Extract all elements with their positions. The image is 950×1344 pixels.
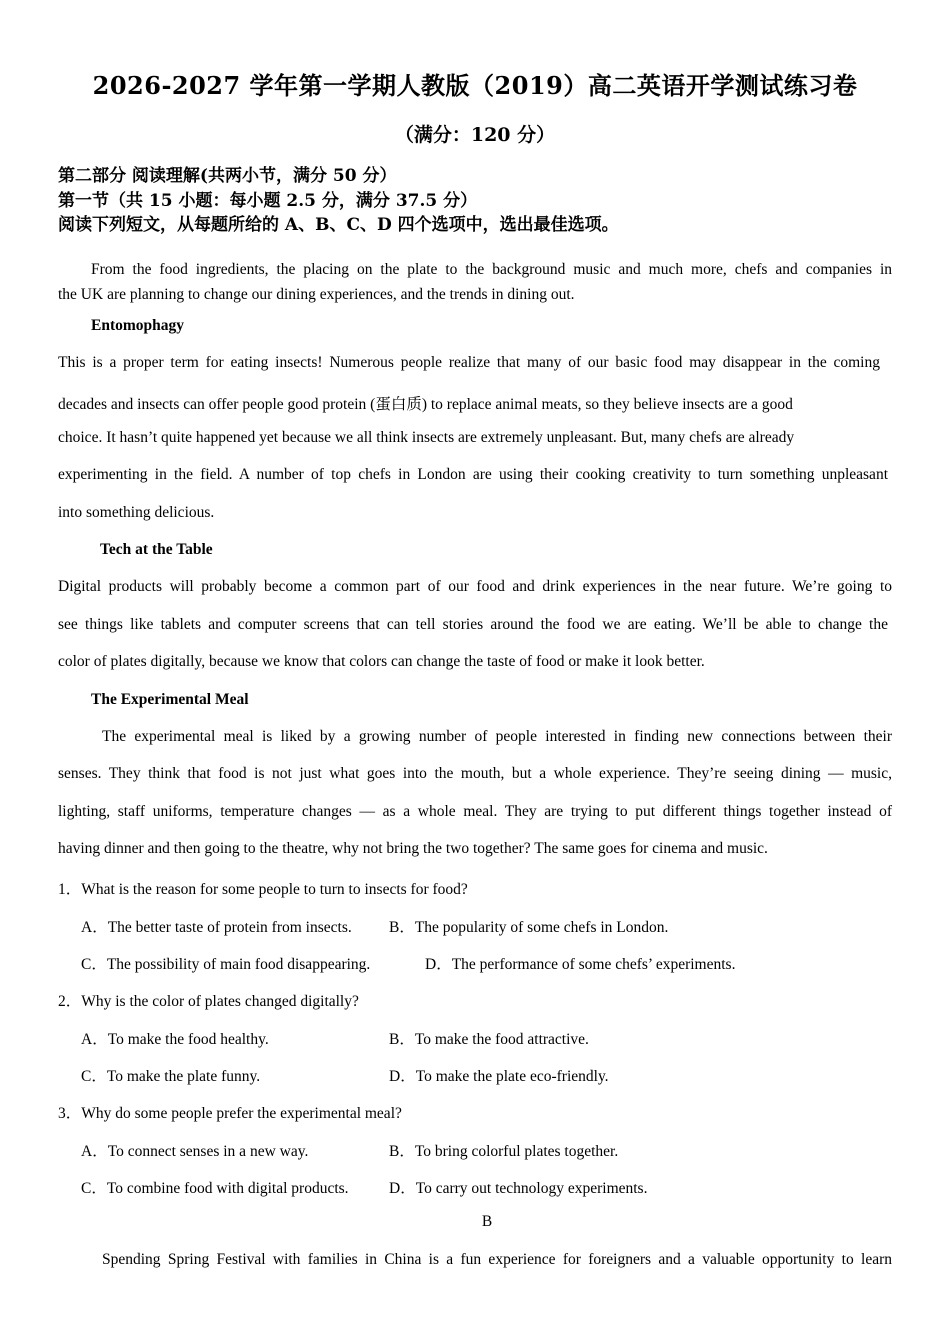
- paragraph-line: Digital products will probably become a common part of our food and drink experiences in the near future. We’re going to: [58, 578, 892, 595]
- question-2-option-b: B．To make the food attractive.: [389, 1031, 589, 1048]
- paragraph-line: color of plates digitally, because we know that colors can change the taste of food or make it look better.: [58, 653, 705, 670]
- paragraph-line: see things like tablets and computer screens that can tell stories around the food we are eating. We’ll be able to change the: [58, 616, 888, 633]
- part-instruction: 第二部分 阅读理解(共两小节，满分 50 分）: [58, 166, 397, 186]
- paragraph-line: The experimental meal is liked by a growing number of people interested in finding new connections between their: [102, 728, 892, 745]
- passage-b-line-1: Spending Spring Festival with families in China is a fun experience for foreigners and a valuable opportunity to learn: [102, 1251, 892, 1268]
- question-1-option-a: A．The better taste of protein from insects.: [81, 919, 352, 936]
- exam-title: 2026-2027 学年第一学期人教版（2019）高二英语开学测试练习卷: [92, 71, 858, 100]
- question-2-option-a: A．To make the food healthy.: [81, 1031, 269, 1048]
- intro-line-2: the UK are planning to change our dining experiences, and the trends in dining out.: [58, 286, 575, 303]
- question-2-option-c: C．To make the plate funny.: [81, 1068, 261, 1085]
- section-heading-entomophagy: Entomophagy: [91, 317, 185, 334]
- directions: 阅读下列短文，从每题所给的 A、B、C、D 四个选项中，选出最佳选项。: [58, 215, 619, 235]
- paragraph-line: having dinner and then going to the theatre, why not bring the two together? The same goes for cinema and music.: [58, 840, 768, 857]
- question-2-stem: 2．Why is the color of plates changed digitally?: [58, 993, 359, 1010]
- question-2-option-d: D．To make the plate eco-friendly.: [389, 1068, 609, 1085]
- section-heading-tech: Tech at the Table: [100, 541, 213, 558]
- paragraph-line: experimenting in the field. A number of top chefs in London are using their cooking creativity to turn something unpleasant: [58, 466, 888, 483]
- score-label: （满分：120 分）: [394, 124, 556, 146]
- section-heading-experimental: The Experimental Meal: [91, 691, 249, 708]
- question-3-stem: 3．Why do some people prefer the experimental meal?: [58, 1105, 402, 1122]
- paragraph-line: This is a proper term for eating insects! Numerous people realize that many of our basic food may disappear in the coming: [58, 354, 880, 371]
- question-1-option-c: C．The possibility of main food disappearing.: [81, 956, 371, 973]
- paragraph-line: into something delicious.: [58, 504, 215, 521]
- paragraph-line: lighting, staff uniforms, temperature changes — as a whole meal. They are trying to put different things together instead of: [58, 803, 892, 820]
- passage-b-label: B: [481, 1213, 493, 1230]
- section-instruction: 第一节（共 15 小题：每小题 2.5 分，满分 37.5 分）: [58, 191, 478, 211]
- question-3-option-b: B．To bring colorful plates together.: [389, 1143, 619, 1160]
- question-1-option-d: D．The performance of some chefs’ experiments.: [425, 956, 736, 973]
- question-1-stem: 1．What is the reason for some people to turn to insects for food?: [58, 881, 468, 898]
- question-3-option-c: C．To combine food with digital products.: [81, 1180, 349, 1197]
- paragraph-line: choice. It hasn’t quite happened yet because we all think insects are extremely unpleasant. But, many chefs are already: [58, 429, 795, 446]
- paragraph-line: senses. They think that food is not just what goes into the mouth, but a whole experience. They’re seeing dining — music,: [58, 765, 892, 782]
- question-3-option-a: A．To connect senses in a new way.: [81, 1143, 309, 1160]
- paragraph-line: decades and insects can offer people good protein (蛋白质) to replace animal meats, so they believe insects are a good: [58, 396, 793, 413]
- question-3-option-d: D．To carry out technology experiments.: [389, 1180, 648, 1197]
- intro-line-1: From the food ingredients, the placing on the plate to the background music and much more, chefs and companies in: [91, 261, 892, 278]
- question-1-option-b: B．The popularity of some chefs in London.: [389, 919, 669, 936]
